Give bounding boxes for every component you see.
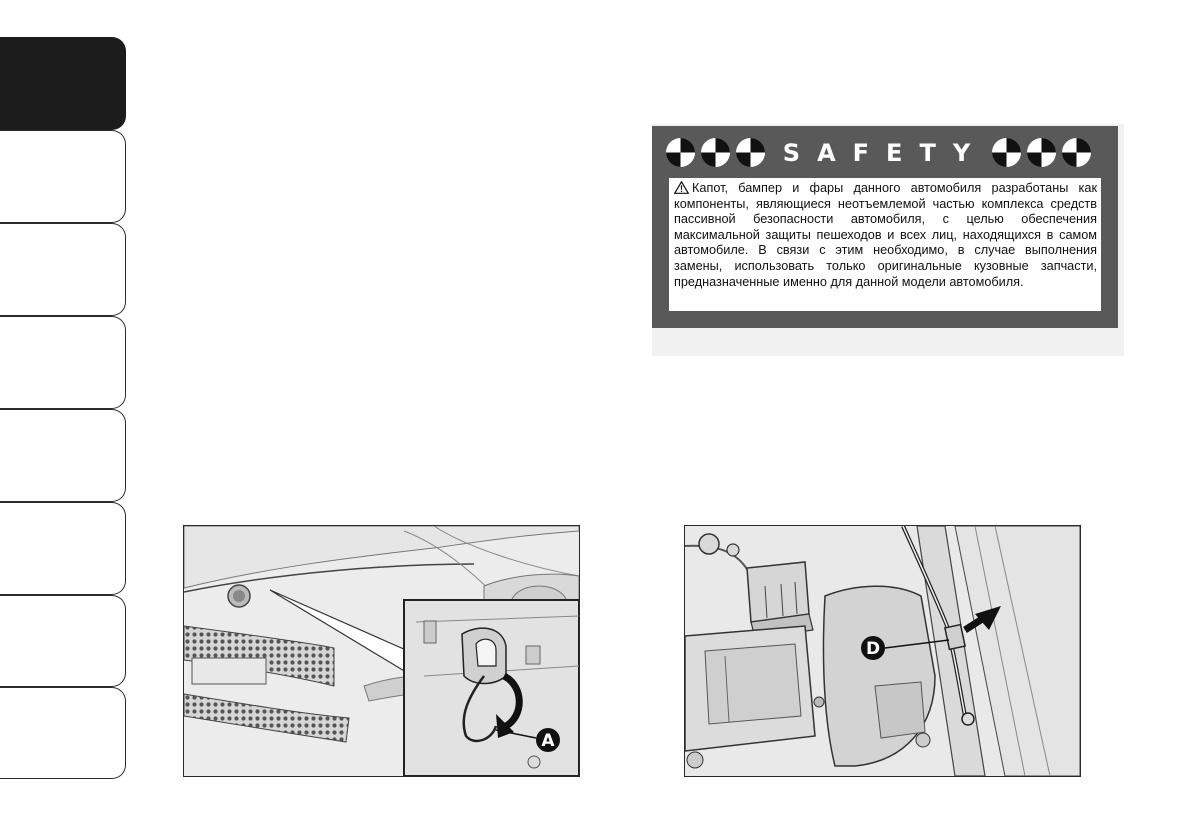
crash-test-marker-icon	[991, 137, 1022, 168]
callout-a: A	[541, 731, 555, 751]
callout-d: D	[865, 639, 881, 659]
safety-title: SAFETY	[782, 139, 988, 167]
chapter-tab-2[interactable]	[0, 130, 126, 223]
chapter-tab-5[interactable]	[0, 409, 126, 502]
chapter-tab-1[interactable]	[0, 37, 126, 130]
crash-test-marker-icon	[1026, 137, 1057, 168]
hood-release-illustration	[184, 526, 579, 776]
safety-body	[669, 178, 1101, 311]
figure-hood-release	[183, 525, 580, 777]
warning-triangle-icon	[674, 181, 689, 194]
safety-text: Капот, бампер и фары данного автомобиля разработаны как компоненты, являющиеся неотъемлемой частью комплекса средств пассивной безопасности автомобиля, с целью обеспечения максимальной защиты пешеходов и всех лиц, находящихся в самом автомобиле. В связи с этим необходимо, в случае выполнения замены, использовать только оригинальные кузовные запчасти, предназначенные именно для данной модели автомобиля.	[674, 181, 1097, 289]
crash-test-marker-icon	[1061, 137, 1092, 168]
chapter-tab-7[interactable]	[0, 595, 126, 687]
chapter-tab-6[interactable]	[0, 502, 126, 595]
hood-support-illustration	[685, 526, 1080, 776]
chapter-tab-3[interactable]	[0, 223, 126, 316]
safety-paragraph	[674, 181, 1097, 290]
chapter-tab-8[interactable]	[0, 687, 126, 779]
safety-note	[652, 126, 1118, 328]
chapter-tab-4[interactable]	[0, 316, 126, 409]
crash-test-marker-icon	[700, 137, 731, 168]
crash-test-marker-icon	[665, 137, 696, 168]
figure-hood-support	[684, 525, 1081, 777]
safety-header	[652, 134, 1118, 172]
crash-test-marker-icon	[735, 137, 766, 168]
